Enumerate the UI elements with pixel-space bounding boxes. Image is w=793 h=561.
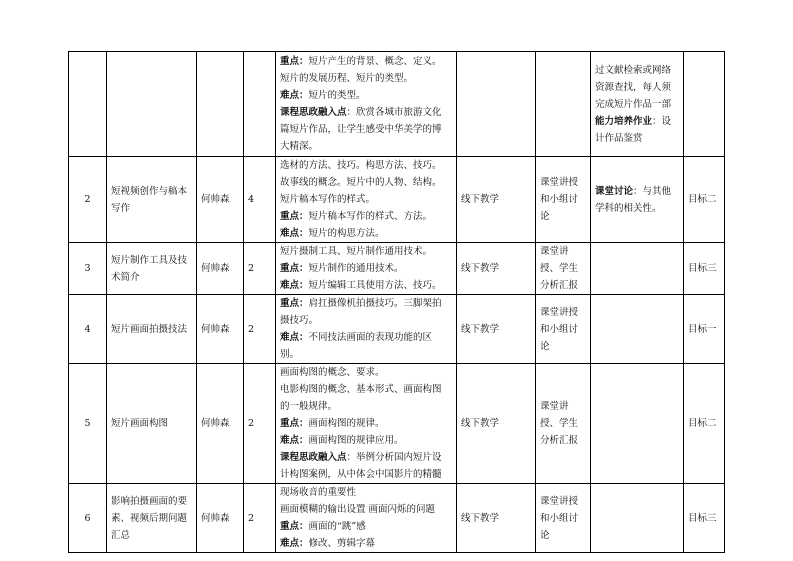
line-label: 重点： (280, 298, 309, 309)
line-text: 短片摄制工具、短片制作通用技术。 (280, 246, 433, 257)
mode-cell: 线下教学 (457, 484, 536, 553)
line-text: 短片制作的通用技术。 (308, 263, 404, 274)
mode-cell: 线下教学 (457, 157, 536, 243)
line-text: 画面的“跳”感 (308, 521, 366, 532)
hours-cell (244, 52, 276, 157)
topic-cell: 短片画面拍摄技法 (107, 295, 197, 364)
line-text: 电影构图的概念、基本形式、画面构图 (280, 384, 442, 395)
row-number: 5 (69, 364, 107, 484)
topic-cell (107, 52, 197, 157)
line-label: 重点： (280, 56, 309, 67)
content-line (280, 174, 452, 191)
goal-cell: 目标三 (684, 243, 725, 295)
line-text: 学科的相关性。 (595, 202, 662, 214)
assessment-line (595, 96, 679, 113)
hours-cell: 2 (244, 364, 276, 484)
content-line (280, 225, 452, 242)
line-text: 选材的方法、技巧。构思方法、技巧。 (280, 160, 442, 171)
assessment-line (595, 79, 679, 96)
content-line (280, 518, 452, 535)
line-label: 重点： (280, 521, 309, 532)
method-cell: 课堂讲授和小组讨论 (536, 295, 591, 364)
line-text: 短片稿本写作的样式。 (280, 194, 376, 205)
line-label: 重点： (280, 263, 309, 274)
topic-cell: 影响拍摄画面的要素、视频后期问题汇总 (107, 484, 197, 553)
line-text: 故事线的概念。短片中的人物、结构。 (280, 177, 442, 188)
method-cell: 课堂讲授和小组讨论 (536, 484, 591, 553)
teacher-cell: 何帅森 (197, 157, 244, 243)
line-text: 计构图案例，从中体会中国影片的精髓 (280, 469, 442, 480)
assessment-cell (591, 157, 684, 243)
content-line (280, 121, 452, 138)
content-cell (276, 364, 457, 484)
line-label: 难点： (280, 228, 309, 239)
row-number: 6 (69, 484, 107, 553)
line-label: 难点： (280, 538, 309, 549)
content-line (280, 346, 452, 363)
assessment-line (595, 200, 679, 217)
content-line (280, 432, 452, 449)
line-label: 难点： (280, 435, 309, 446)
content-line (280, 466, 452, 483)
content-line (280, 208, 452, 225)
hours-cell: 2 (244, 484, 276, 553)
row-number: 2 (69, 157, 107, 243)
line-label: 重点： (280, 211, 309, 222)
mode-cell (457, 52, 536, 157)
table-row (69, 52, 725, 157)
table-row (69, 243, 725, 295)
mode-cell: 线下教学 (457, 243, 536, 295)
teacher-cell: 何帅森 (197, 364, 244, 484)
content-line (280, 535, 452, 552)
content-line (280, 329, 452, 346)
line-text: ：设 (652, 115, 672, 127)
content-line (280, 415, 452, 432)
content-line (280, 501, 452, 518)
content-line (280, 295, 452, 312)
line-text: 计作品鉴赏 (595, 132, 643, 144)
teacher-cell: 何帅森 (197, 484, 244, 553)
row-number: 3 (69, 243, 107, 295)
assessment-cell (591, 52, 684, 157)
content-cell (276, 484, 457, 553)
line-text: 短片产生的背景、概念、定义。 (308, 56, 442, 67)
hours-cell: 2 (244, 243, 276, 295)
content-line (280, 138, 452, 155)
line-text: 大精深。 (280, 141, 319, 152)
line-text: 修改、剪辑字幕 (308, 538, 376, 549)
content-line (280, 364, 452, 381)
line-text: 画面构图的规律应用。 (308, 435, 404, 446)
assessment-line (595, 130, 679, 147)
line-text: 画面构图的规律。 (308, 418, 385, 429)
table-row (69, 295, 725, 364)
table-row (69, 484, 725, 553)
line-text: 画面模糊的输出设置 画面闪烁的问题 (280, 504, 436, 515)
goal-cell: 目标三 (684, 484, 725, 553)
content-line (280, 398, 452, 415)
content-line (280, 87, 452, 104)
syllabus-table (68, 51, 725, 553)
teacher-cell: 何帅森 (197, 243, 244, 295)
line-text: 摄技巧。 (280, 315, 319, 326)
topic-cell: 短片制作工具及技术简介 (107, 243, 197, 295)
assessment-line (595, 113, 679, 130)
line-label: 难点： (280, 332, 309, 343)
method-cell (536, 52, 591, 157)
line-label: 难点： (280, 90, 309, 101)
goal-cell: 目标一 (684, 295, 725, 364)
assessment-cell (591, 295, 684, 364)
teacher-cell (197, 52, 244, 157)
line-label: 重点： (280, 418, 309, 429)
line-text: ：与其他 (633, 185, 672, 197)
method-cell: 课堂讲授、学生分析汇报 (536, 243, 591, 295)
assessment-cell (591, 243, 684, 295)
teacher-cell: 何帅森 (197, 295, 244, 364)
content-line (280, 484, 452, 501)
content-cell (276, 295, 457, 364)
line-label: 课堂讨论 (595, 185, 634, 197)
content-line (280, 381, 452, 398)
line-text: 短片的类型。 (308, 90, 366, 101)
content-line (280, 260, 452, 277)
line-text: 不同技法画面的表现功能的区 (308, 332, 433, 343)
assessment-line (595, 62, 679, 79)
line-text: 资源查找，每人须 (595, 81, 672, 93)
mode-cell: 线下教学 (457, 295, 536, 364)
assessment-line (595, 183, 679, 200)
method-cell: 课堂讲授和小组讨论 (536, 157, 591, 243)
content-cell (276, 157, 457, 243)
content-line (280, 70, 452, 87)
row-number: 4 (69, 295, 107, 364)
line-label: 课程思政融入点 (280, 107, 347, 118)
content-line (280, 312, 452, 329)
table-row (69, 364, 725, 484)
content-line (280, 277, 452, 294)
line-text: 短片编辑工具使用方法、技巧。 (308, 280, 442, 291)
goal-cell (684, 52, 725, 157)
line-text: ：欣赏各城市旅游文化 (346, 107, 442, 118)
content-line (280, 53, 452, 70)
assessment-cell (591, 364, 684, 484)
content-line (280, 449, 452, 466)
goal-cell: 目标二 (684, 157, 725, 243)
content-line (280, 157, 452, 174)
line-label: 课程思政融入点 (280, 452, 347, 463)
hours-cell: 2 (244, 295, 276, 364)
line-text: 短片的发展历程、短片的类型。 (280, 73, 414, 84)
line-text: 现场收音的重要性 (280, 487, 357, 498)
line-text: 别。 (280, 349, 300, 360)
line-text: 短片的构思方法。 (308, 228, 385, 239)
goal-cell: 目标二 (684, 364, 725, 484)
mode-cell: 线下教学 (457, 364, 536, 484)
content-cell (276, 243, 457, 295)
line-text: 过文献检索或网络 (595, 64, 672, 76)
line-text: 肩扛摄像机拍摄技巧。三脚架拍 (308, 298, 442, 309)
row-number (69, 52, 107, 157)
topic-cell: 短视频创作与稿本写作 (107, 157, 197, 243)
topic-cell: 短片画面构图 (107, 364, 197, 484)
hours-cell: 4 (244, 157, 276, 243)
line-label: 能力培养作业 (595, 115, 653, 127)
line-text: 的一般规律。 (280, 401, 338, 412)
table-row (69, 157, 725, 243)
content-line (280, 191, 452, 208)
content-cell (276, 52, 457, 157)
content-line (280, 243, 452, 260)
method-cell: 课堂讲授、学生分析汇报 (536, 364, 591, 484)
assessment-cell (591, 484, 684, 553)
line-label: 难点： (280, 280, 309, 291)
line-text: 篇短片作品，让学生感受中华美学的博 (280, 124, 442, 135)
content-line (280, 104, 452, 121)
line-text: 完成短片作品一部 (595, 98, 672, 110)
line-text: 短片稿本写作的样式、方法。 (308, 211, 433, 222)
line-text: ：举例分析国内短片设 (346, 452, 442, 463)
line-text: 画面构图的概念、要求。 (280, 367, 385, 378)
